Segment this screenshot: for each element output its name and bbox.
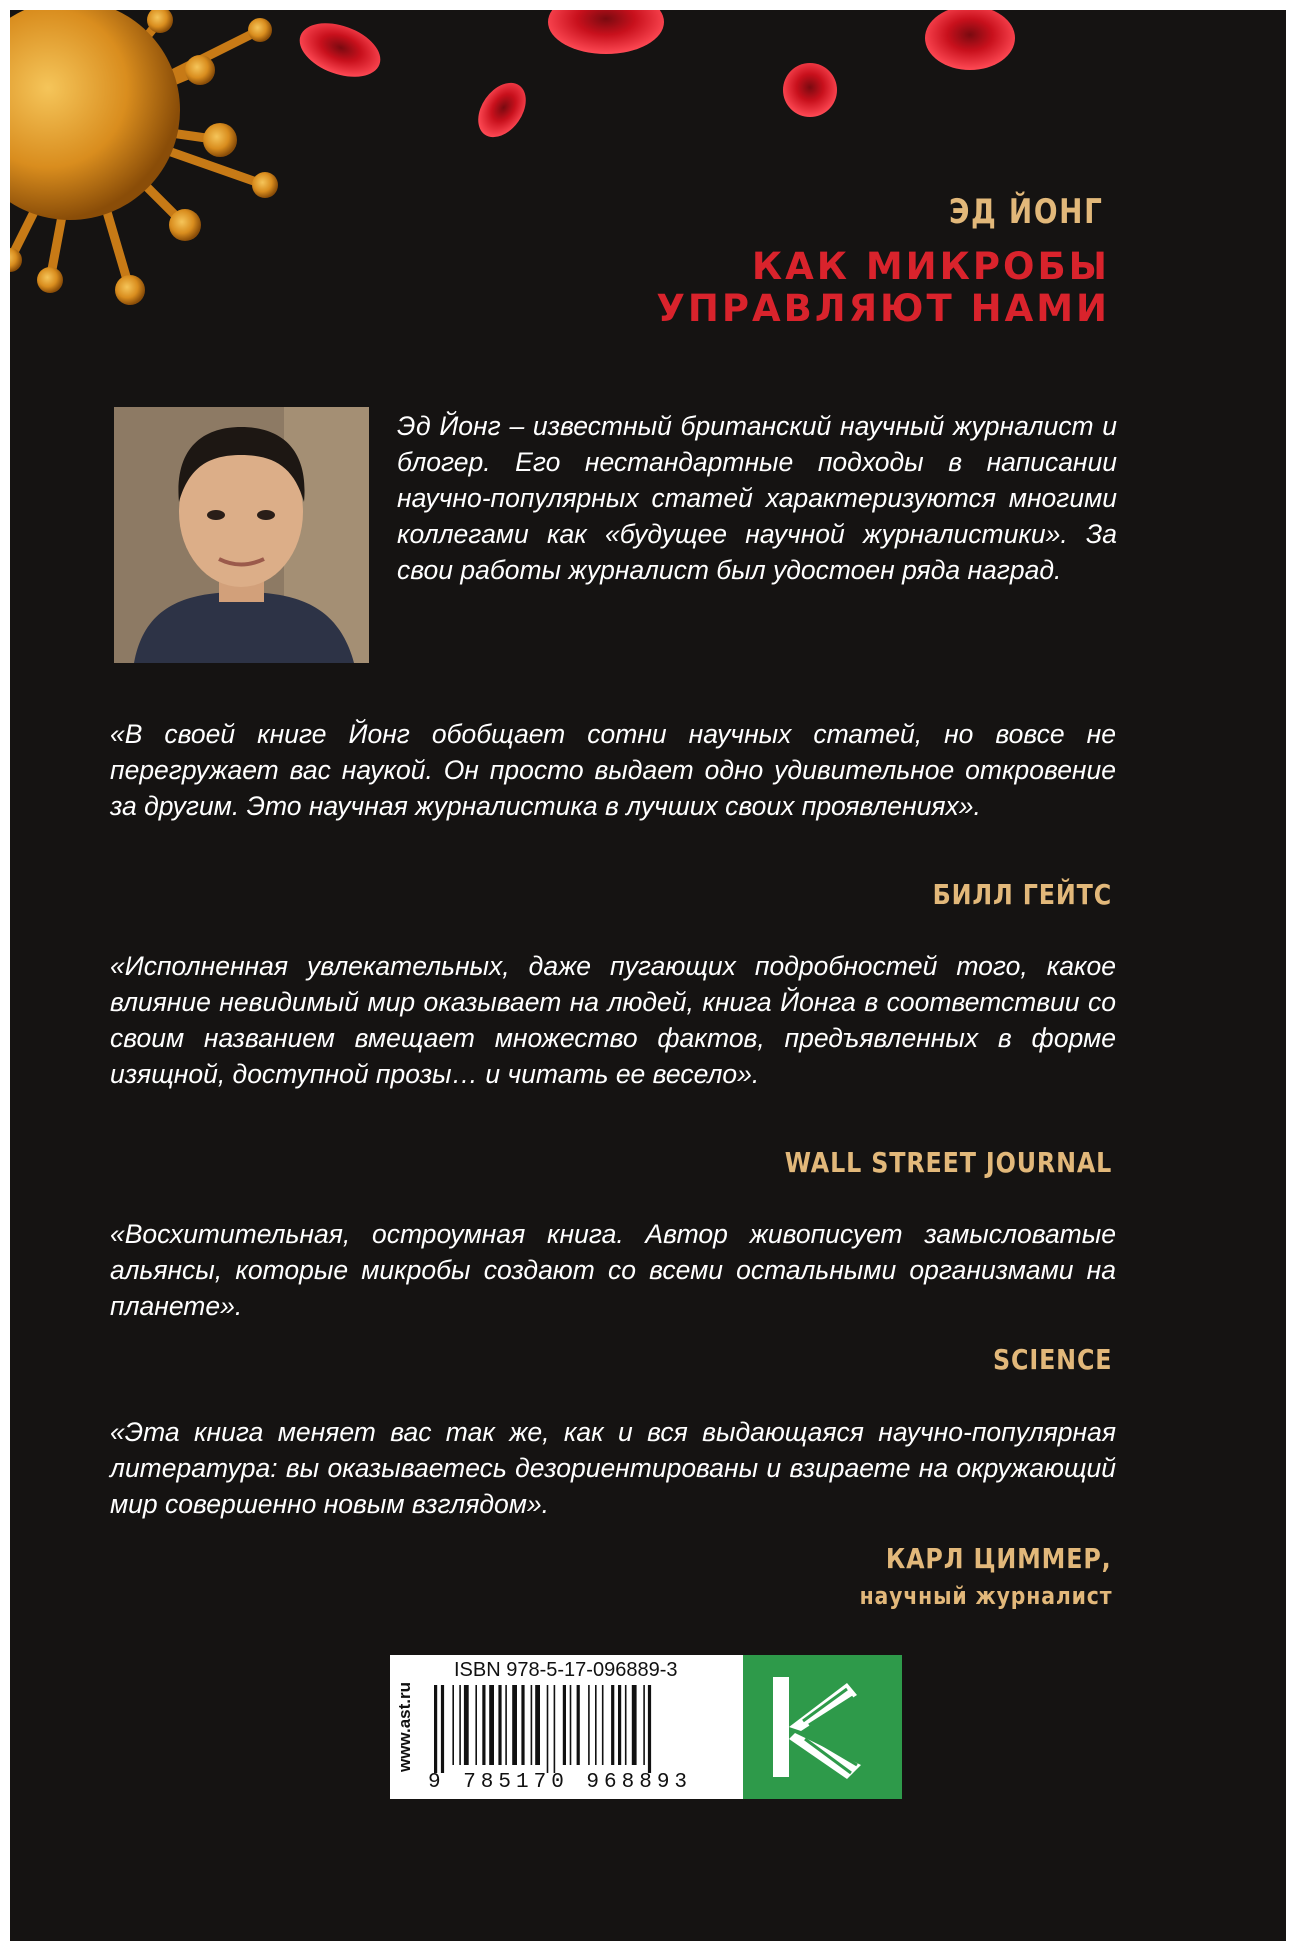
quote-4-source-role: научный журналист xyxy=(859,1582,1112,1610)
website-text: www.ast.ru xyxy=(395,1681,414,1773)
publisher-website xyxy=(390,1655,420,1799)
author-bio: Эд Йонг – известный британский научный журналист и блогер. Его нестандартные подходы в написании научно-популярных статей характеризуются многими коллегами как «будущее научной журналистики». За свои работы журналист был удостоен ряда наград. xyxy=(397,411,1117,585)
title-line-2: УПРАВЛЯЮТ НАМИ xyxy=(656,287,1110,330)
quote-2: «Исполненная увлекательных, даже пугающих подробностей того, какое влияние невидимый мир оказывает на людей, книга Йонга в соответствии со своим названием вмещает множество фактов, предъявленных в форме изящной, доступной прозы… и читать ее весело». xyxy=(110,951,1116,1089)
quote-3: «Восхитительная, остроумная книга. Автор живописует замысловатые альянсы, которые микробы создают со всеми остальными организмами на планете». xyxy=(110,1219,1116,1321)
quote-4-source: КАРЛ ЦИММЕР, xyxy=(886,1542,1112,1575)
author-photo xyxy=(114,407,369,663)
quote-1-source: БИЛЛ ГЕЙТС xyxy=(932,878,1112,911)
blood-cells xyxy=(292,10,1015,146)
publisher-logo xyxy=(743,1655,902,1799)
barcode-panel xyxy=(390,1655,743,1799)
barcode xyxy=(432,1685,694,1773)
virus-particle xyxy=(10,10,278,305)
quote-4: «Эта книга меняет вас так же, как и вся выдающаяся научно-популярная литература: вы оказываетесь дезориентированы и взираете на окружающий мир совершенно новым взглядом». xyxy=(110,1417,1116,1519)
barcode-digits: 9 785170 968893 xyxy=(428,1771,693,1794)
isbn-text: ISBN 978-5-17-096889-3 xyxy=(454,1659,678,1681)
back-cover xyxy=(10,10,1286,1941)
title-line-1: КАК МИКРОБЫ xyxy=(751,245,1110,288)
quote-2-source: WALL STREET JOURNAL xyxy=(784,1146,1112,1179)
quote-3-source: SCIENCE xyxy=(992,1343,1112,1376)
author-name: ЭД ЙОНГ xyxy=(949,192,1104,232)
quote-1: «В своей книге Йонг обобщает сотни научных статей, но вовсе не перегружает вас наукой. Он просто выдает одно удивительное откровение за другим. Это научная журналистика в лучших своих проявлениях». xyxy=(110,719,1116,821)
book-title xyxy=(656,246,1110,330)
